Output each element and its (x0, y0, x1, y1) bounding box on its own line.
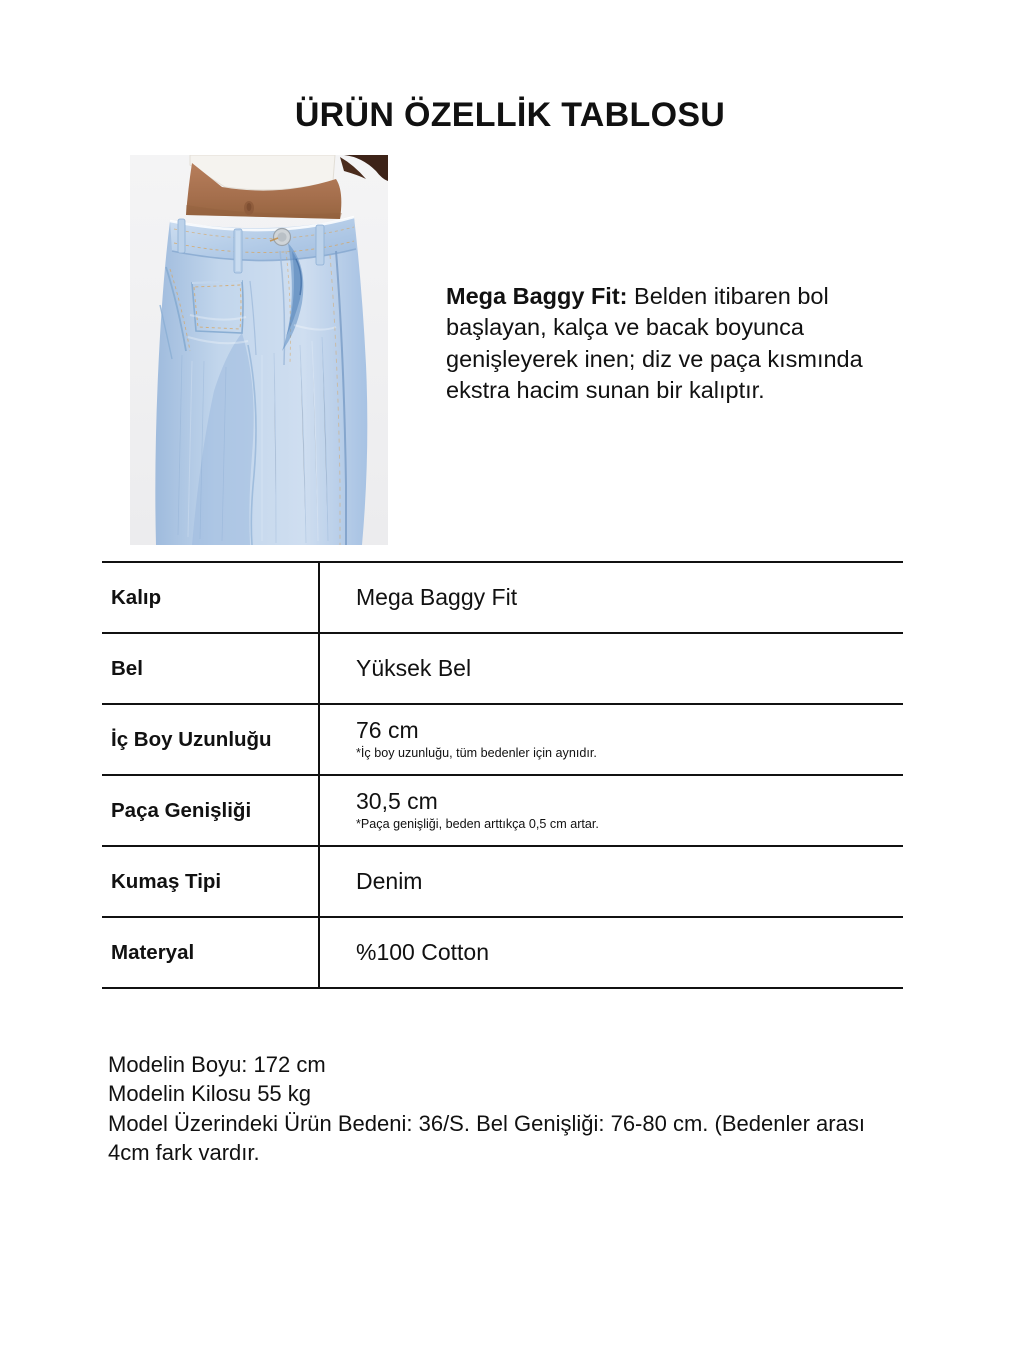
table-row (102, 846, 903, 917)
table-row (102, 633, 903, 704)
page-title: ÜRÜN ÖZELLİK TABLOSU (294, 96, 726, 134)
table-row (102, 775, 903, 846)
table-row (102, 917, 903, 988)
model-info-block (108, 1050, 898, 1167)
spec-value: Yüksek Bel (356, 654, 472, 681)
spec-value: Denim (356, 867, 423, 894)
model-worn-size: Model Üzerindeki Ürün Bedeni: 36/S. Bel Genişliği: 76-80 cm. (Bedenler arası 4cm fark vardır. (108, 1110, 865, 1165)
spec-label: Kalıp (102, 562, 319, 633)
product-photo (130, 155, 388, 545)
spec-value-cell (319, 562, 903, 633)
product-description (446, 281, 928, 406)
spec-value: %100 Cotton (356, 938, 489, 965)
spec-value-note: *İç boy uzunluğu, tüm bedenler için aynıdır. (356, 746, 597, 761)
spec-value-cell (319, 917, 903, 988)
description-lead: Mega Baggy Fit: (446, 283, 628, 309)
spec-value-note: *Paça genişliği, beden arttıkça 0,5 cm artar. (356, 817, 599, 832)
table-row (102, 704, 903, 775)
spec-value-cell (319, 633, 903, 704)
spec-label: Paça Genişliği (102, 775, 319, 846)
description-body: Belden itibaren bol başlayan, kalça ve bacak boyunca genişleyerek inen; diz ve paça kısmında ekstra hacim sunan bir kalıptır. (446, 283, 863, 403)
spec-label: Kumaş Tipi (102, 846, 319, 917)
spec-value-cell (319, 846, 903, 917)
spec-value-cell (319, 704, 903, 775)
spec-value: Mega Baggy Fit (356, 583, 518, 610)
spec-value-cell (319, 775, 903, 846)
spec-label: Materyal (102, 917, 319, 988)
spec-table-body (102, 562, 903, 988)
model-weight: Modelin Kilosu 55 kg (108, 1081, 312, 1107)
spec-value: 76 cm (356, 717, 419, 744)
spec-value: 30,5 cm (356, 788, 438, 815)
spec-label: Bel (102, 633, 319, 704)
product-spec-table (102, 561, 903, 989)
spec-label: İç Boy Uzunluğu (102, 704, 319, 775)
product-photo-illustration (130, 155, 388, 545)
model-height: Modelin Boyu: 172 cm (108, 1052, 326, 1077)
table-row (102, 562, 903, 633)
